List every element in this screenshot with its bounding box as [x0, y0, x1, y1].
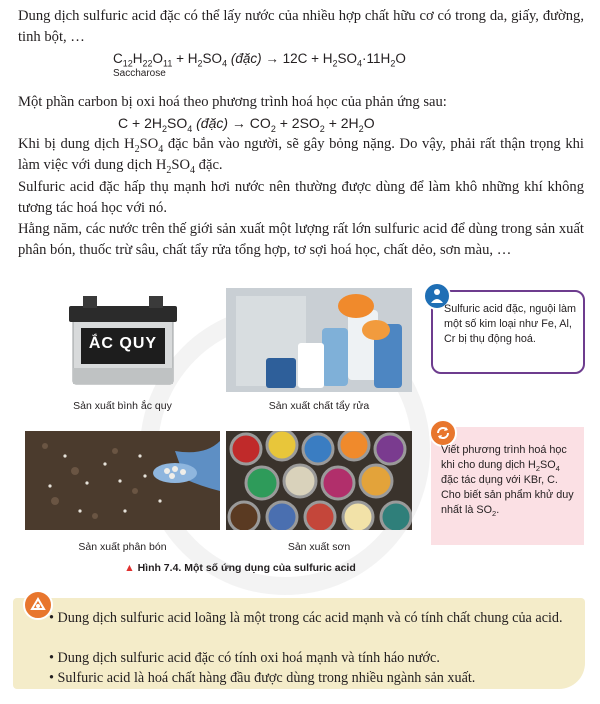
paragraph-production-uses: Hằng năm, các nước trên thế giới sản xuất một lượng rất lớn sulfuric acid để dùng trong sản xuất phân bón, thuốc trừ sâu, chất tẩy rửa tổng hợp, tơ sợi hoá học, chất dẻo, sơn màu, …	[18, 221, 584, 258]
figure-title-triangle: ▲	[124, 562, 135, 574]
detergent-photo	[226, 288, 412, 392]
fertilizer-photo	[25, 431, 220, 530]
caption-battery: Sản xuất bình ắc quy	[73, 400, 172, 412]
paint-photo	[226, 431, 412, 530]
battery-label: ẮC QUY	[88, 335, 158, 352]
figure-title: ▲ Hình 7.4. Một số ứng dụng của sulfuric acid	[124, 562, 356, 574]
summary-box	[13, 598, 585, 689]
paragraph-drying-agent: Sulfuric acid đặc hấp thụ mạnh hơi nước nên thường được dùng để làm khô những khí không tương tác hoá học với nó.	[18, 179, 584, 216]
paragraph-carbon-oxidation: Một phần carbon bị oxi hoá theo phương trình hoá học của phản ứng sau:	[18, 94, 447, 110]
caption-paint: Sản xuất sơn	[287, 541, 351, 553]
saccharose-label: Saccharose	[113, 68, 166, 79]
summary-item-industry: • Sulfuric acid là hoá chất hàng đầu được dùng trong nhiều ngành sản xuất.	[49, 670, 476, 686]
caption-fertilizer: Sản xuất phân bón	[78, 541, 167, 553]
note-passivation: Sulfuric acid đặc, nguội làm một số kim loại như Fe, Al, Cr bị thụ động hoá.	[431, 290, 585, 374]
summary-item-concentrated: • Dung dịch sulfuric acid đặc có tính oxi hoá mạnh và tính háo nước.	[49, 650, 440, 666]
paragraph-dehydration: Dung dịch sulfuric acid đặc có thể lấy nước của nhiều hợp chất hữu cơ có trong da, giấy, đường, tinh bột, …	[18, 8, 584, 45]
battery-photo	[25, 288, 220, 392]
summary-item-dilute: • Dung dịch sulfuric acid loãng là một trong các acid mạnh và có tính chất chung của acid.	[49, 610, 563, 626]
equation-carbon: $C + 2H_2SO_4$ (đặc) → $CO_2 + 2SO_2 + 2H_2O$	[118, 115, 375, 134]
note-exercise: Viết phương trình hoá học khi cho dung dịch $H_2SO_4$ đặc tác dụng với KBr, C. Cho biết sản phẩm khử duy nhất là $SO_2$.	[431, 427, 584, 545]
caption-detergent: Sản xuất chất tẩy rửa	[268, 400, 370, 412]
paragraph-burn-warning: Khi bị dung dịch $H_2SO_4$ đặc bắn vào người, sẽ gây bỏng nặng. Do vậy, phải rất thận trọng khi làm việc với dung dịch $H_2SO_4$ đặc.	[18, 136, 584, 176]
equation-saccharose: $C_{12}H_{22}O_{11} + H_2SO_4$ (đặc) → $12C + H_2SO_4\cdot 11H_2O$ Saccharose	[113, 51, 406, 79]
